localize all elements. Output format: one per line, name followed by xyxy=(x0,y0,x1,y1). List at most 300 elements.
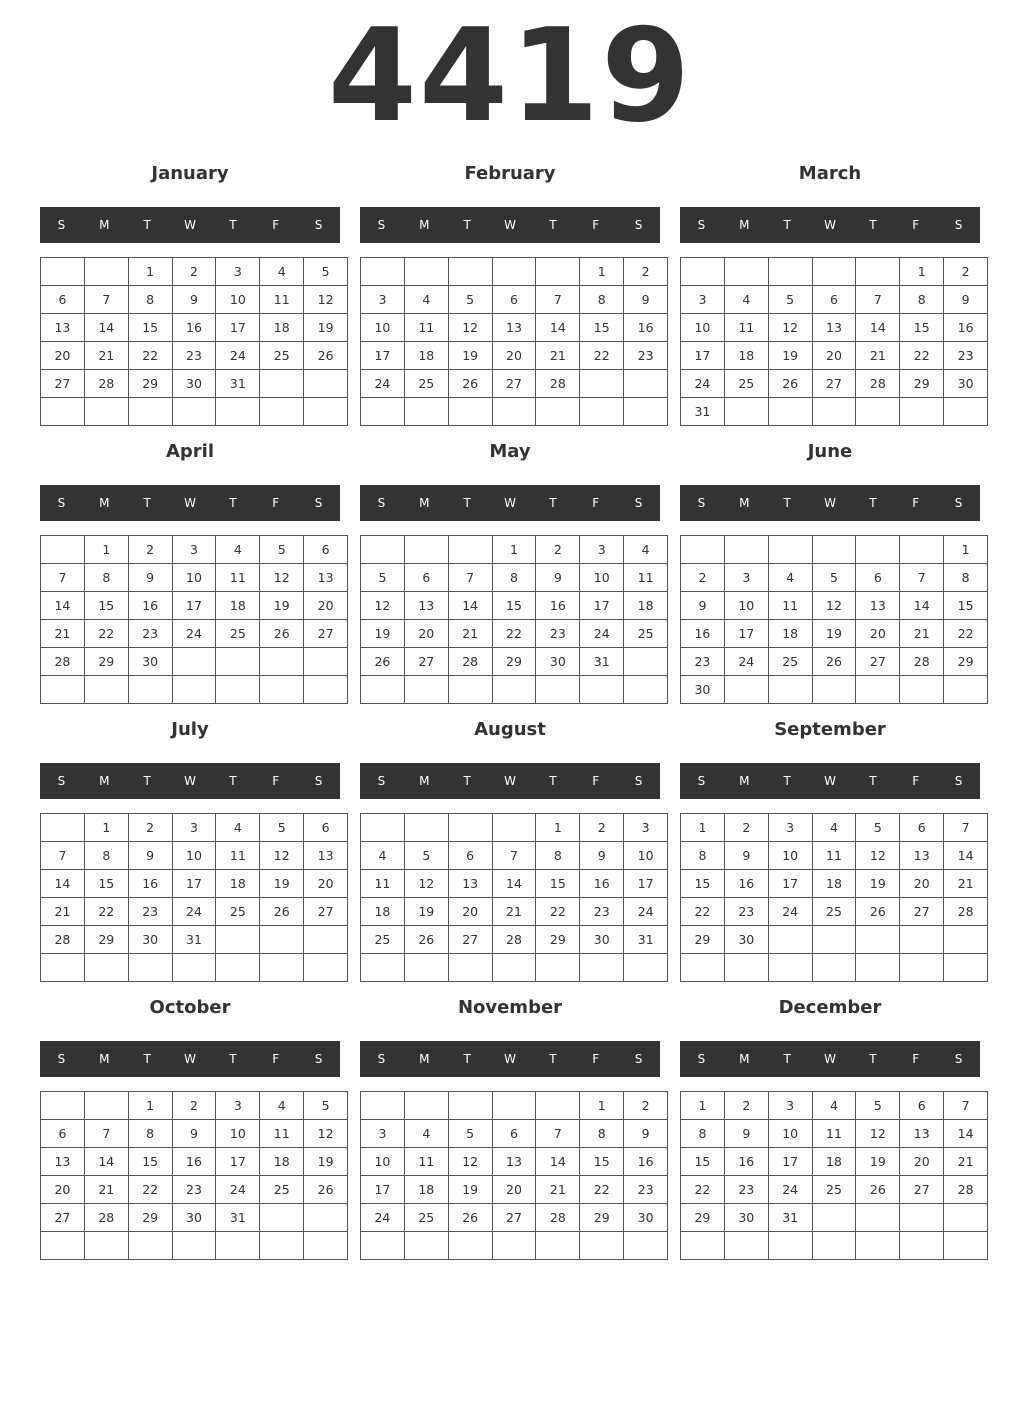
week-row xyxy=(41,564,348,592)
empty-cell xyxy=(84,258,128,286)
day-cell: 3 xyxy=(172,536,216,564)
day-cell: 20 xyxy=(900,1148,944,1176)
day-cell: 27 xyxy=(41,370,85,398)
weekday-label: W xyxy=(184,496,196,510)
week-row xyxy=(361,314,668,342)
empty-cell xyxy=(448,536,492,564)
day-cell: 19 xyxy=(768,342,812,370)
day-cell: 15 xyxy=(536,870,580,898)
day-cell: 9 xyxy=(172,286,216,314)
day-cell: 25 xyxy=(768,648,812,676)
empty-cell xyxy=(900,536,944,564)
month-title: October xyxy=(149,997,231,1018)
day-cell: 14 xyxy=(536,314,580,342)
day-cell: 26 xyxy=(361,648,405,676)
empty-cell xyxy=(361,1232,405,1260)
day-cell: 2 xyxy=(624,258,668,286)
empty-cell xyxy=(41,1092,85,1120)
day-cell: 28 xyxy=(492,926,536,954)
day-cell: 21 xyxy=(944,1148,988,1176)
month-title: July xyxy=(171,719,209,740)
day-cell: 23 xyxy=(128,898,172,926)
day-cell: 27 xyxy=(812,370,856,398)
empty-cell xyxy=(681,258,725,286)
day-cell: 25 xyxy=(812,898,856,926)
empty-cell xyxy=(448,1232,492,1260)
day-cell: 25 xyxy=(404,370,448,398)
empty-cell xyxy=(724,258,768,286)
day-cell: 22 xyxy=(681,898,725,926)
week-row xyxy=(681,398,988,426)
weekday-label: W xyxy=(504,496,516,510)
day-cell: 15 xyxy=(580,314,624,342)
day-cell: 10 xyxy=(681,314,725,342)
weekday-label: S xyxy=(634,774,643,788)
empty-cell xyxy=(856,398,900,426)
weekday-label: W xyxy=(824,218,836,232)
week-row xyxy=(41,314,348,342)
empty-cell xyxy=(41,536,85,564)
empty-cell xyxy=(768,258,812,286)
empty-cell xyxy=(944,954,988,982)
day-cell: 9 xyxy=(128,842,172,870)
day-cell: 7 xyxy=(856,286,900,314)
empty-cell xyxy=(84,1092,128,1120)
day-cell: 11 xyxy=(812,1120,856,1148)
day-cell: 14 xyxy=(41,592,85,620)
empty-cell xyxy=(812,1204,856,1232)
empty-cell xyxy=(361,814,405,842)
week-row xyxy=(361,342,668,370)
weekday-label: F xyxy=(912,1052,920,1066)
day-cell: 30 xyxy=(172,370,216,398)
empty-cell xyxy=(216,926,260,954)
day-cell: 28 xyxy=(900,648,944,676)
day-cell: 12 xyxy=(304,286,348,314)
day-cell: 9 xyxy=(944,286,988,314)
month-february xyxy=(360,157,660,391)
day-cell: 29 xyxy=(944,648,988,676)
week-row xyxy=(681,814,988,842)
day-cell: 22 xyxy=(944,620,988,648)
weekday-label: T xyxy=(549,496,557,510)
week-row xyxy=(681,1092,988,1120)
weekday-label: F xyxy=(272,774,280,788)
day-cell: 14 xyxy=(856,314,900,342)
empty-cell xyxy=(84,1232,128,1260)
weekday-label: T xyxy=(143,774,151,788)
day-cell: 6 xyxy=(492,286,536,314)
empty-cell xyxy=(260,676,304,704)
weekday-label: S xyxy=(697,1052,706,1066)
week-row xyxy=(681,1232,988,1260)
day-cell: 26 xyxy=(260,620,304,648)
month-november xyxy=(360,991,660,1225)
year-title: 4419 xyxy=(327,2,693,151)
day-cell: 2 xyxy=(172,258,216,286)
empty-cell xyxy=(580,954,624,982)
weekday-label: W xyxy=(824,496,836,510)
empty-cell xyxy=(404,536,448,564)
month-january xyxy=(40,157,340,391)
empty-cell xyxy=(361,1092,405,1120)
day-cell: 31 xyxy=(624,926,668,954)
day-cell: 5 xyxy=(404,842,448,870)
weekday-header xyxy=(360,485,660,521)
empty-cell xyxy=(172,954,216,982)
day-cell: 2 xyxy=(128,814,172,842)
empty-cell xyxy=(216,954,260,982)
empty-cell xyxy=(856,536,900,564)
empty-cell xyxy=(304,1204,348,1232)
day-cell: 30 xyxy=(724,1204,768,1232)
day-cell: 27 xyxy=(404,648,448,676)
day-cell: 5 xyxy=(260,814,304,842)
empty-cell xyxy=(216,676,260,704)
weekday-label: M xyxy=(99,218,110,232)
week-row xyxy=(361,620,668,648)
day-cell: 14 xyxy=(900,592,944,620)
day-cell: 17 xyxy=(724,620,768,648)
day-cell: 26 xyxy=(856,898,900,926)
empty-cell xyxy=(448,398,492,426)
day-cell: 5 xyxy=(304,258,348,286)
day-cell: 2 xyxy=(536,536,580,564)
empty-cell xyxy=(361,954,405,982)
day-cell: 6 xyxy=(856,564,900,592)
day-cell: 26 xyxy=(448,370,492,398)
day-cell: 7 xyxy=(536,286,580,314)
week-row xyxy=(41,258,348,286)
day-cell: 23 xyxy=(536,620,580,648)
empty-cell xyxy=(128,1232,172,1260)
empty-cell xyxy=(944,398,988,426)
day-cell: 5 xyxy=(448,286,492,314)
day-cell: 12 xyxy=(856,842,900,870)
day-cell: 6 xyxy=(404,564,448,592)
day-cell: 19 xyxy=(304,1148,348,1176)
day-cell: 9 xyxy=(724,842,768,870)
day-cell: 25 xyxy=(624,620,668,648)
day-cell: 30 xyxy=(172,1204,216,1232)
day-cell: 13 xyxy=(304,564,348,592)
week-row xyxy=(681,898,988,926)
day-cell: 1 xyxy=(128,1092,172,1120)
weekday-label: S xyxy=(377,774,386,788)
month-title: May xyxy=(489,441,531,462)
empty-cell xyxy=(84,954,128,982)
day-cell: 22 xyxy=(536,898,580,926)
day-cell: 18 xyxy=(724,342,768,370)
day-cell: 12 xyxy=(768,314,812,342)
day-cell: 23 xyxy=(172,342,216,370)
day-cell: 28 xyxy=(536,1204,580,1232)
empty-cell xyxy=(536,1232,580,1260)
weekday-label: S xyxy=(57,218,66,232)
week-row xyxy=(681,1176,988,1204)
empty-cell xyxy=(404,258,448,286)
day-cell: 4 xyxy=(812,814,856,842)
day-cell: 13 xyxy=(856,592,900,620)
day-cell: 9 xyxy=(624,286,668,314)
day-cell: 13 xyxy=(492,1148,536,1176)
week-row xyxy=(361,592,668,620)
day-cell: 18 xyxy=(361,898,405,926)
day-cell: 10 xyxy=(361,1148,405,1176)
empty-cell xyxy=(768,1232,812,1260)
day-cell: 7 xyxy=(84,1120,128,1148)
day-cell: 5 xyxy=(812,564,856,592)
week-row xyxy=(361,1092,668,1120)
day-cell: 3 xyxy=(172,814,216,842)
day-cell: 5 xyxy=(260,536,304,564)
weekday-label: S xyxy=(377,1052,386,1066)
day-cell: 6 xyxy=(304,814,348,842)
day-cell: 3 xyxy=(624,814,668,842)
day-cell: 29 xyxy=(900,370,944,398)
empty-cell xyxy=(768,676,812,704)
weekday-label: T xyxy=(463,1052,471,1066)
weekday-label: S xyxy=(377,496,386,510)
week-row xyxy=(361,648,668,676)
day-cell: 3 xyxy=(361,286,405,314)
day-cell: 3 xyxy=(216,258,260,286)
day-cell: 27 xyxy=(448,926,492,954)
weekday-label: F xyxy=(272,496,280,510)
empty-cell xyxy=(624,1232,668,1260)
weekday-label: F xyxy=(272,1052,280,1066)
week-row xyxy=(41,870,348,898)
day-cell: 19 xyxy=(304,314,348,342)
day-cell: 17 xyxy=(681,342,725,370)
weekday-header xyxy=(360,1041,660,1077)
empty-cell xyxy=(856,676,900,704)
day-grid xyxy=(680,535,988,704)
empty-cell xyxy=(812,954,856,982)
empty-cell xyxy=(492,1092,536,1120)
day-cell: 4 xyxy=(624,536,668,564)
day-cell: 6 xyxy=(812,286,856,314)
day-cell: 26 xyxy=(812,648,856,676)
weekday-label: M xyxy=(739,496,750,510)
weekday-label: S xyxy=(954,496,963,510)
day-cell: 28 xyxy=(944,1176,988,1204)
empty-cell xyxy=(41,676,85,704)
day-cell: 19 xyxy=(812,620,856,648)
day-cell: 31 xyxy=(768,1204,812,1232)
day-cell: 25 xyxy=(812,1176,856,1204)
empty-cell xyxy=(404,676,448,704)
day-cell: 16 xyxy=(681,620,725,648)
day-cell: 27 xyxy=(856,648,900,676)
day-cell: 16 xyxy=(944,314,988,342)
day-cell: 26 xyxy=(404,926,448,954)
day-cell: 24 xyxy=(361,370,405,398)
day-cell: 29 xyxy=(536,926,580,954)
week-row xyxy=(681,1148,988,1176)
week-row xyxy=(681,342,988,370)
week-row xyxy=(681,676,988,704)
weekday-label: M xyxy=(739,1052,750,1066)
day-cell: 7 xyxy=(536,1120,580,1148)
day-cell: 17 xyxy=(216,1148,260,1176)
week-row xyxy=(41,592,348,620)
weekday-label: T xyxy=(783,774,791,788)
empty-cell xyxy=(216,648,260,676)
day-cell: 4 xyxy=(260,1092,304,1120)
empty-cell xyxy=(304,398,348,426)
day-cell: 30 xyxy=(724,926,768,954)
week-row xyxy=(361,926,668,954)
weekday-label: W xyxy=(824,774,836,788)
weekday-label: T xyxy=(229,218,237,232)
day-cell: 10 xyxy=(172,564,216,592)
month-title: March xyxy=(798,163,862,184)
day-cell: 8 xyxy=(681,842,725,870)
day-cell: 4 xyxy=(812,1092,856,1120)
day-cell: 21 xyxy=(856,342,900,370)
day-cell: 5 xyxy=(856,814,900,842)
day-cell: 21 xyxy=(41,620,85,648)
empty-cell xyxy=(448,954,492,982)
empty-cell xyxy=(492,1232,536,1260)
day-cell: 23 xyxy=(624,342,668,370)
day-cell: 21 xyxy=(84,1176,128,1204)
day-cell: 19 xyxy=(856,1148,900,1176)
empty-cell xyxy=(448,676,492,704)
day-cell: 10 xyxy=(361,314,405,342)
empty-cell xyxy=(856,1204,900,1232)
day-cell: 4 xyxy=(216,536,260,564)
week-row xyxy=(41,1176,348,1204)
week-row xyxy=(41,926,348,954)
empty-cell xyxy=(361,258,405,286)
weekday-label: F xyxy=(912,774,920,788)
day-cell: 12 xyxy=(304,1120,348,1148)
weekday-label: T xyxy=(783,1052,791,1066)
day-cell: 29 xyxy=(681,1204,725,1232)
day-cell: 11 xyxy=(260,1120,304,1148)
week-row xyxy=(361,1204,668,1232)
day-cell: 1 xyxy=(900,258,944,286)
day-cell: 31 xyxy=(580,648,624,676)
day-cell: 5 xyxy=(768,286,812,314)
day-cell: 13 xyxy=(41,314,85,342)
day-cell: 12 xyxy=(856,1120,900,1148)
day-grid xyxy=(680,1091,988,1260)
weekday-header xyxy=(360,763,660,799)
weekday-label: S xyxy=(954,1052,963,1066)
empty-cell xyxy=(404,1092,448,1120)
day-cell: 18 xyxy=(260,314,304,342)
weekday-label: S xyxy=(314,218,323,232)
day-cell: 18 xyxy=(260,1148,304,1176)
day-cell: 4 xyxy=(724,286,768,314)
day-cell: 15 xyxy=(681,870,725,898)
day-cell: 19 xyxy=(404,898,448,926)
day-cell: 3 xyxy=(768,1092,812,1120)
weekday-label: M xyxy=(99,496,110,510)
day-cell: 12 xyxy=(448,1148,492,1176)
day-cell: 30 xyxy=(128,648,172,676)
day-cell: 30 xyxy=(536,648,580,676)
week-row xyxy=(681,564,988,592)
day-cell: 20 xyxy=(41,342,85,370)
week-row xyxy=(681,314,988,342)
day-cell: 15 xyxy=(900,314,944,342)
week-row xyxy=(361,286,668,314)
day-cell: 4 xyxy=(404,286,448,314)
day-cell: 3 xyxy=(361,1120,405,1148)
day-cell: 4 xyxy=(361,842,405,870)
day-cell: 2 xyxy=(944,258,988,286)
day-cell: 13 xyxy=(448,870,492,898)
weekday-label: W xyxy=(504,218,516,232)
day-cell: 13 xyxy=(404,592,448,620)
empty-cell xyxy=(304,926,348,954)
day-cell: 24 xyxy=(172,620,216,648)
empty-cell xyxy=(944,676,988,704)
empty-cell xyxy=(681,536,725,564)
day-cell: 31 xyxy=(216,1204,260,1232)
empty-cell xyxy=(404,398,448,426)
day-cell: 2 xyxy=(724,1092,768,1120)
weekday-label: W xyxy=(184,218,196,232)
empty-cell xyxy=(900,1232,944,1260)
day-cell: 28 xyxy=(856,370,900,398)
empty-cell xyxy=(724,536,768,564)
day-cell: 24 xyxy=(580,620,624,648)
weekday-label: M xyxy=(419,218,430,232)
empty-cell xyxy=(900,954,944,982)
day-cell: 21 xyxy=(900,620,944,648)
day-cell: 12 xyxy=(404,870,448,898)
empty-cell xyxy=(128,954,172,982)
day-cell: 13 xyxy=(812,314,856,342)
day-cell: 29 xyxy=(681,926,725,954)
weekday-header xyxy=(680,1041,980,1077)
empty-cell xyxy=(448,814,492,842)
day-cell: 12 xyxy=(361,592,405,620)
day-cell: 25 xyxy=(361,926,405,954)
week-row xyxy=(681,648,988,676)
empty-cell xyxy=(624,370,668,398)
empty-cell xyxy=(724,398,768,426)
day-cell: 11 xyxy=(404,314,448,342)
weekday-label: W xyxy=(184,1052,196,1066)
day-cell: 19 xyxy=(448,1176,492,1204)
day-cell: 11 xyxy=(361,870,405,898)
month-title: November xyxy=(457,997,563,1018)
day-cell: 17 xyxy=(580,592,624,620)
empty-cell xyxy=(900,676,944,704)
day-cell: 16 xyxy=(128,870,172,898)
week-row xyxy=(41,398,348,426)
week-row xyxy=(41,1092,348,1120)
weekday-label: W xyxy=(504,1052,516,1066)
empty-cell xyxy=(448,1092,492,1120)
weekday-label: T xyxy=(143,496,151,510)
day-cell: 9 xyxy=(580,842,624,870)
day-cell: 23 xyxy=(681,648,725,676)
week-row xyxy=(681,620,988,648)
day-cell: 10 xyxy=(768,842,812,870)
week-row xyxy=(41,814,348,842)
weekday-label: F xyxy=(592,218,600,232)
week-row xyxy=(361,1120,668,1148)
day-cell: 9 xyxy=(128,564,172,592)
day-cell: 13 xyxy=(304,842,348,870)
